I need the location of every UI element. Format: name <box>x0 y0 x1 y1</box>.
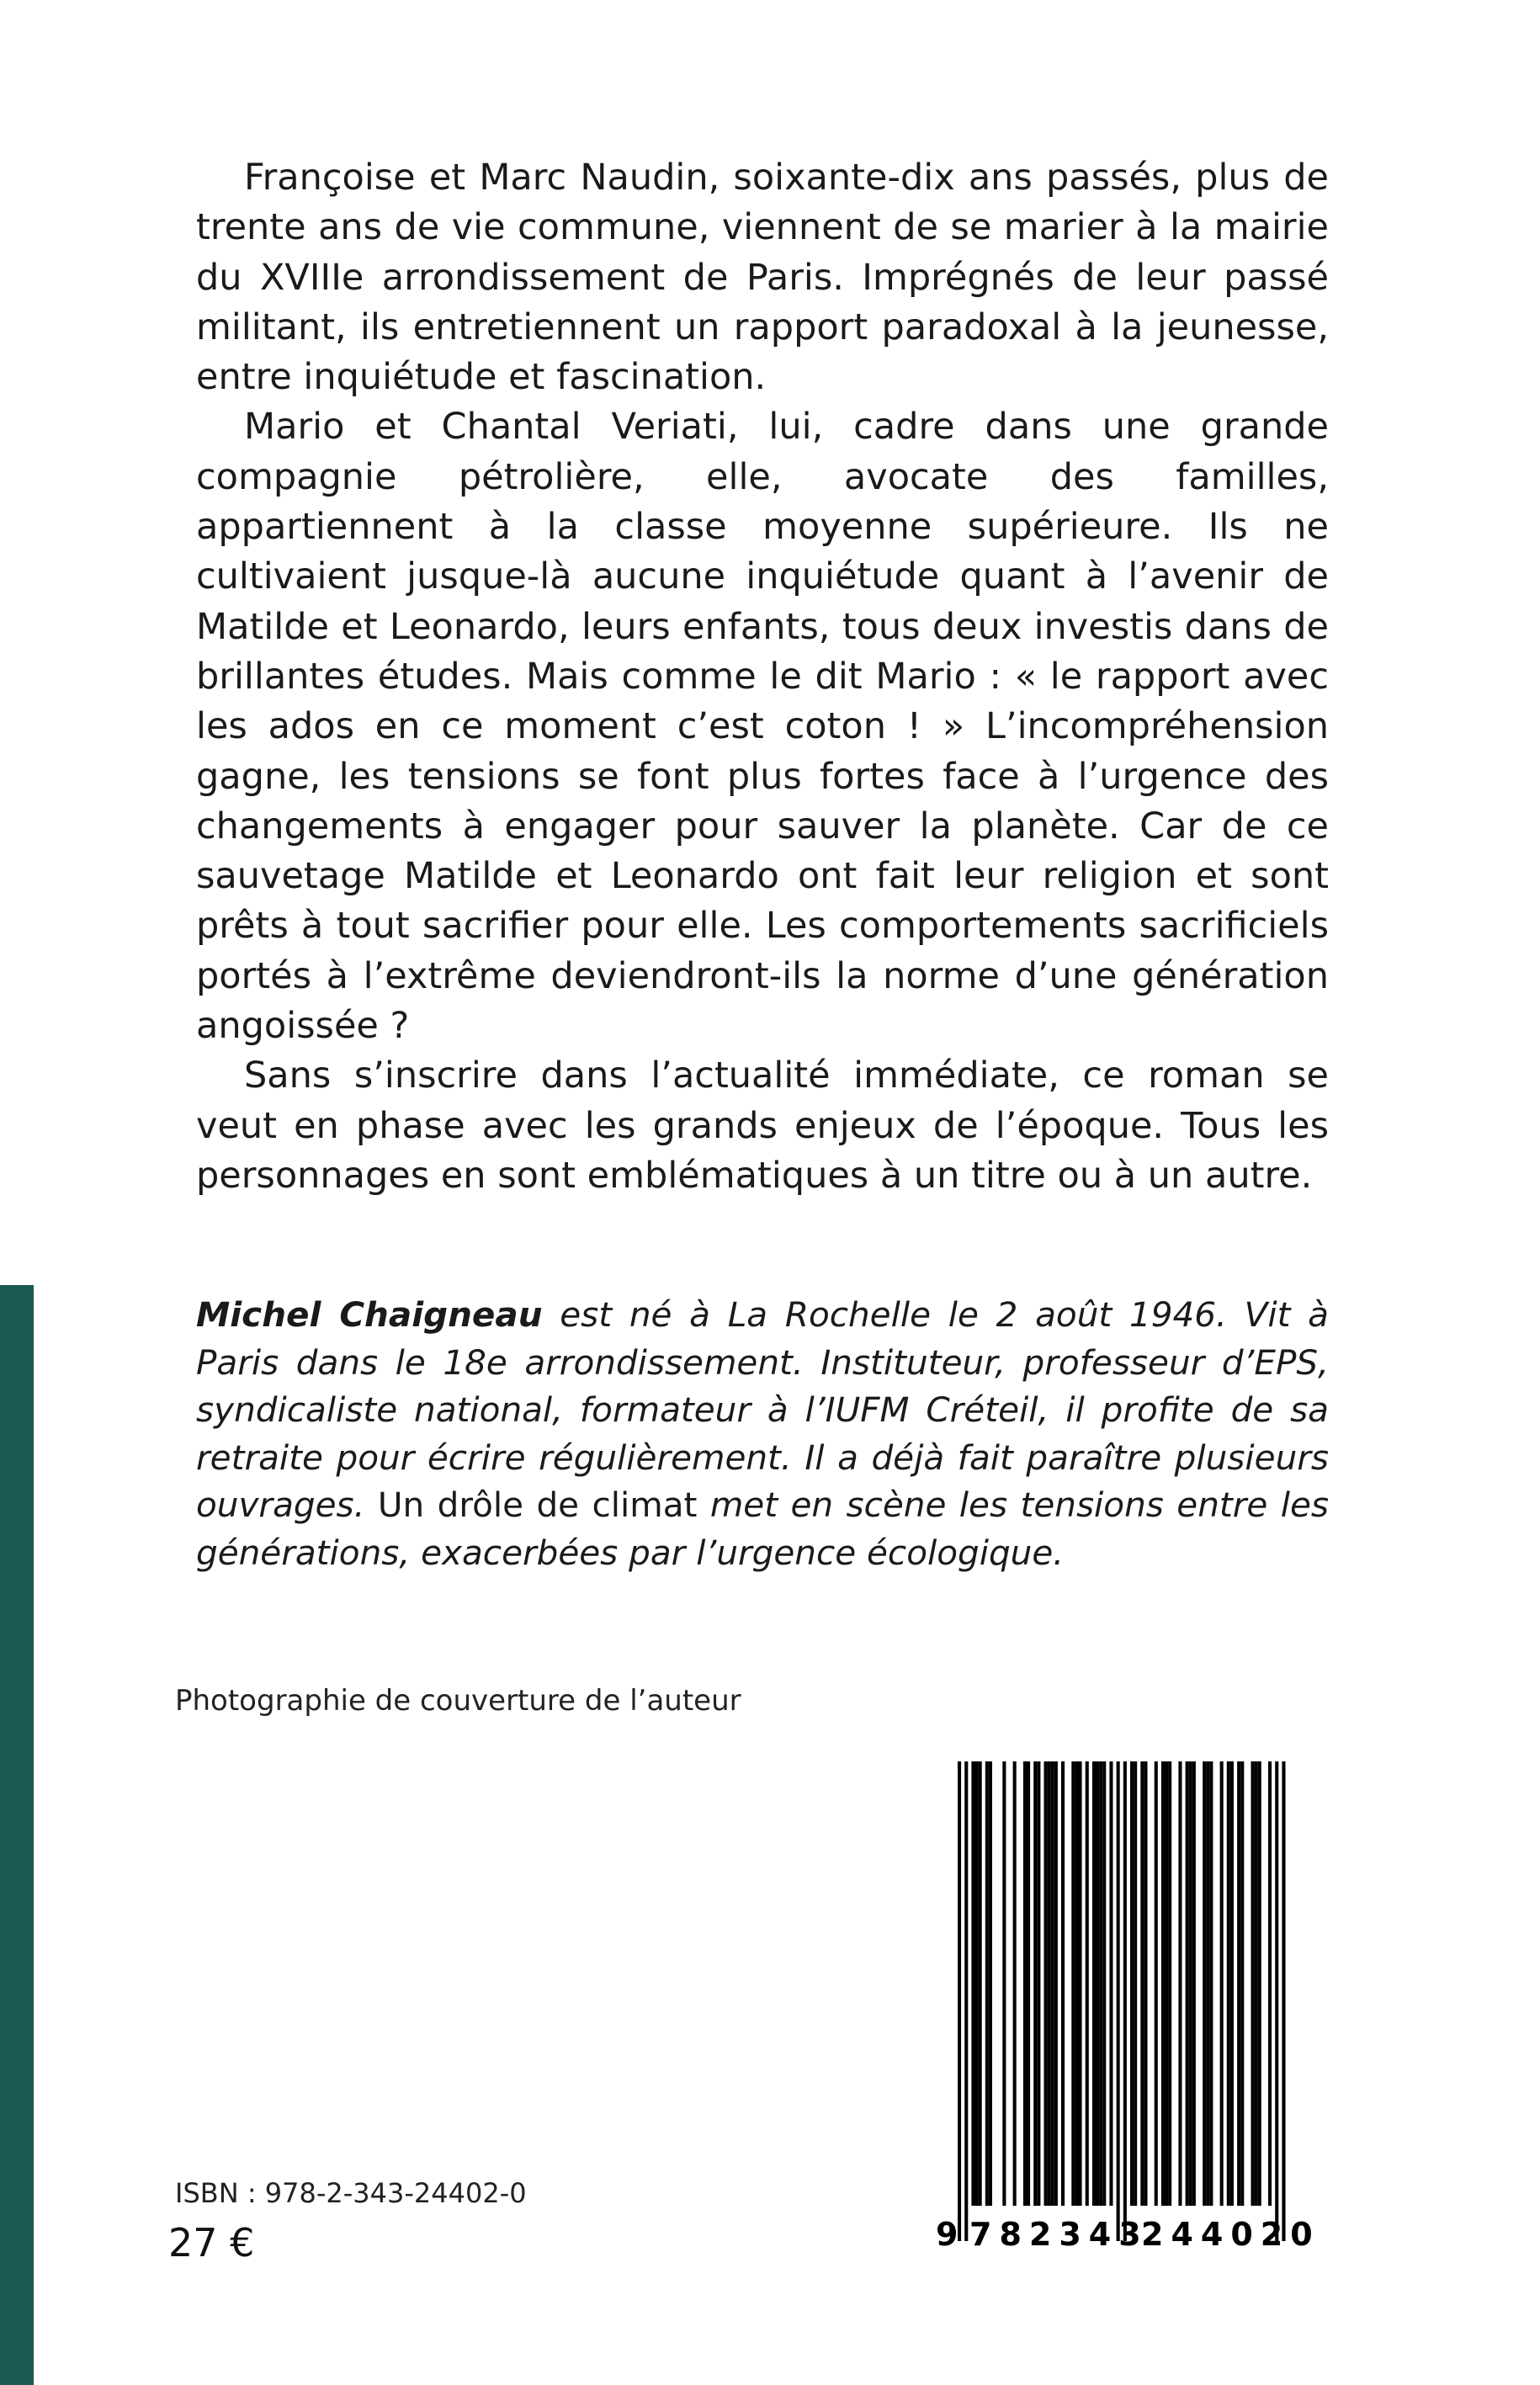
barcode-digits-right: 244020 <box>1141 2216 1320 2253</box>
photo-credit: Photographie de couverture de l’auteur <box>175 1684 741 1718</box>
barcode-digit-first: 9 <box>936 2216 959 2253</box>
isbn: ISBN : 978-2-343-24402-0 <box>175 2177 527 2209</box>
bio-text-1: est né à La Rochelle le 2 août 1946. Vit à Paris dans le 18e arrondissement. Instituteur, professeur d’EPS, syndicaliste national, formateur à l’IUFM Créteil, il profite de sa retraite pour écrire régulièrement. Il a déjà fait paraître plusieurs ouvrages. <box>196 1294 1329 1525</box>
book-title: Un drôle de climat <box>377 1485 698 1525</box>
summary-paragraph-3: Sans s’inscrire dans l’actualité immédiate, ce roman se veut en phase avec les grands enjeux de l’époque. Tous les personnages en sont emblématiques à un titre ou à un autre. <box>196 1054 1329 1197</box>
book-summary <box>196 153 1329 1201</box>
summary-paragraph-1: Françoise et Marc Naudin, soixante-dix ans passés, plus de trente ans de vie commune, viennent de se marier à la mairie du XVIIIe arrondissement de Paris. Imprégnés de leur passé militant, ils entretiennent un rapport paradoxal à la jeunesse, entre inquiétude et fascination. <box>196 157 1329 399</box>
barcode <box>932 1761 1320 2253</box>
author-bio <box>196 1291 1329 1576</box>
price: 27 € <box>168 2220 255 2265</box>
author-name: Michel Chaigneau <box>196 1294 543 1335</box>
barcode-digits-left: 782343 <box>969 2216 1149 2253</box>
barcode-digits <box>932 1761 1320 2253</box>
bio-text-2: met en scène les tensions entre les générations, exacerbées par l’urgence écologique. <box>196 1485 1329 1573</box>
spine-color-band <box>0 1285 34 2385</box>
summary-paragraph-2: Mario et Chantal Veriati, lui, cadre dans une grande compagnie pétrolière, elle, avocate des familles, appartiennent à la classe moyenne supérieure. Ils ne cultivaient jusque-là aucune inquiétude quant à l’avenir de Matilde et Leonardo, leurs enfants, tous deux investis dans de brillantes études. Mais comme le dit Mario : « le rapport avec les ados en ce moment c’est coton ! » L’incompréhension gagne, les tensions se font plus fortes face à l’urgence des changements à engager pour sauver la planète. Car de ce sauvetage Matilde et Leonardo ont fait leur religion et sont prêts à tout sacrifier pour elle. Les comportements sacrificiels portés à l’extrême deviendront-ils la norme d’une génération angoissée ? <box>196 406 1329 1048</box>
